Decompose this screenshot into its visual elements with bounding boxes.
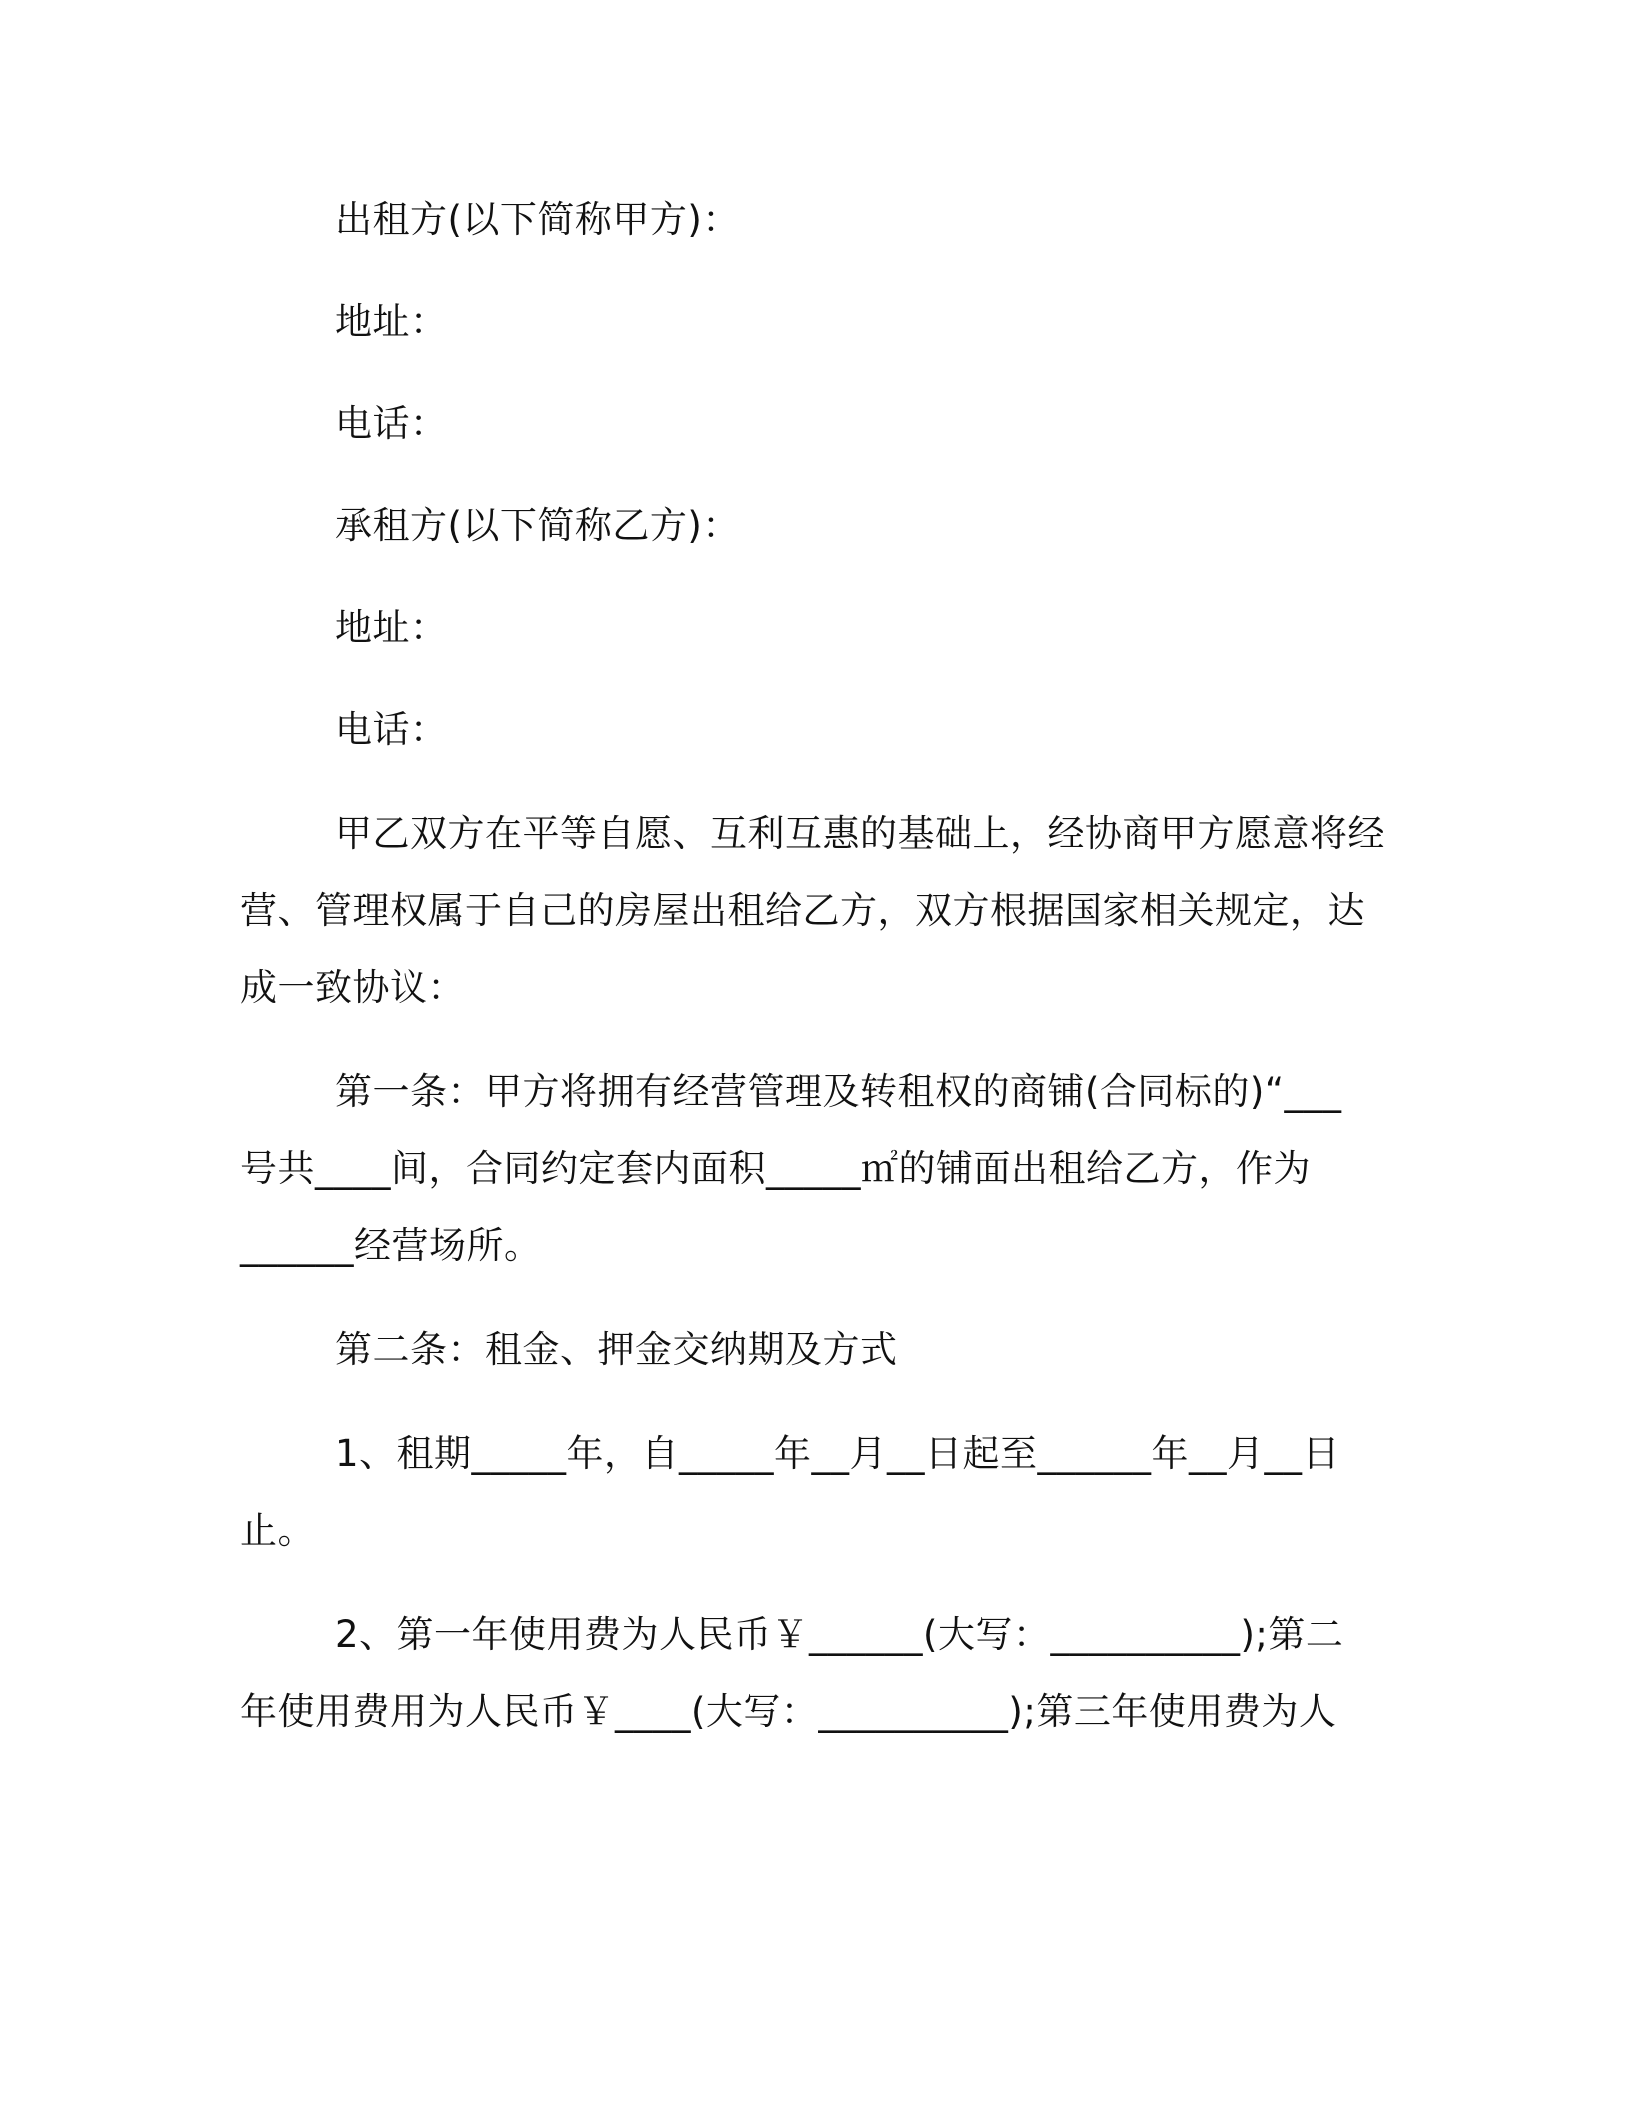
clause-1-line-2: 止。: [240, 1509, 315, 1552]
lessor-phone-label: 电话：: [335, 402, 448, 445]
lessee-label: 承租方(以下简称乙方)：: [335, 504, 740, 547]
lessee-phone-label: 电话：: [335, 708, 448, 751]
preamble-line-1: 甲乙双方在平等自愿、互利互惠的基础上，经协商甲方愿意将经: [335, 812, 1385, 855]
preamble-line-3: 成一致协议：: [240, 966, 465, 1009]
clause-2-line-2: 年使用费用为人民币￥____(大写：__________);第三年使用费为人: [240, 1690, 1337, 1733]
clause-2-line-1: 2、第一年使用费为人民币￥______(大写：__________);第二: [335, 1613, 1344, 1656]
clause-1-line-1: 1、租期_____年，自_____年__月__日起至______年__月__日: [335, 1432, 1341, 1475]
article-1-line-1: 第一条：甲方将拥有经营管理及转租权的商铺(合同标的)“___: [335, 1070, 1342, 1113]
article-1-line-3: ______经营场所。: [240, 1224, 542, 1267]
article-1-line-2: 号共____间，合同约定套内面积_____㎡的铺面出租给乙方，作为: [240, 1147, 1311, 1190]
lessor-label: 出租方(以下简称甲方)：: [335, 198, 740, 241]
lessor-address-label: 地址：: [335, 300, 448, 343]
preamble-line-2: 营、管理权属于自己的房屋出租给乙方，双方根据国家相关规定，达: [240, 889, 1365, 932]
lessee-address-label: 地址：: [335, 606, 448, 649]
article-2-heading: 第二条：租金、押金交纳期及方式: [335, 1328, 898, 1371]
